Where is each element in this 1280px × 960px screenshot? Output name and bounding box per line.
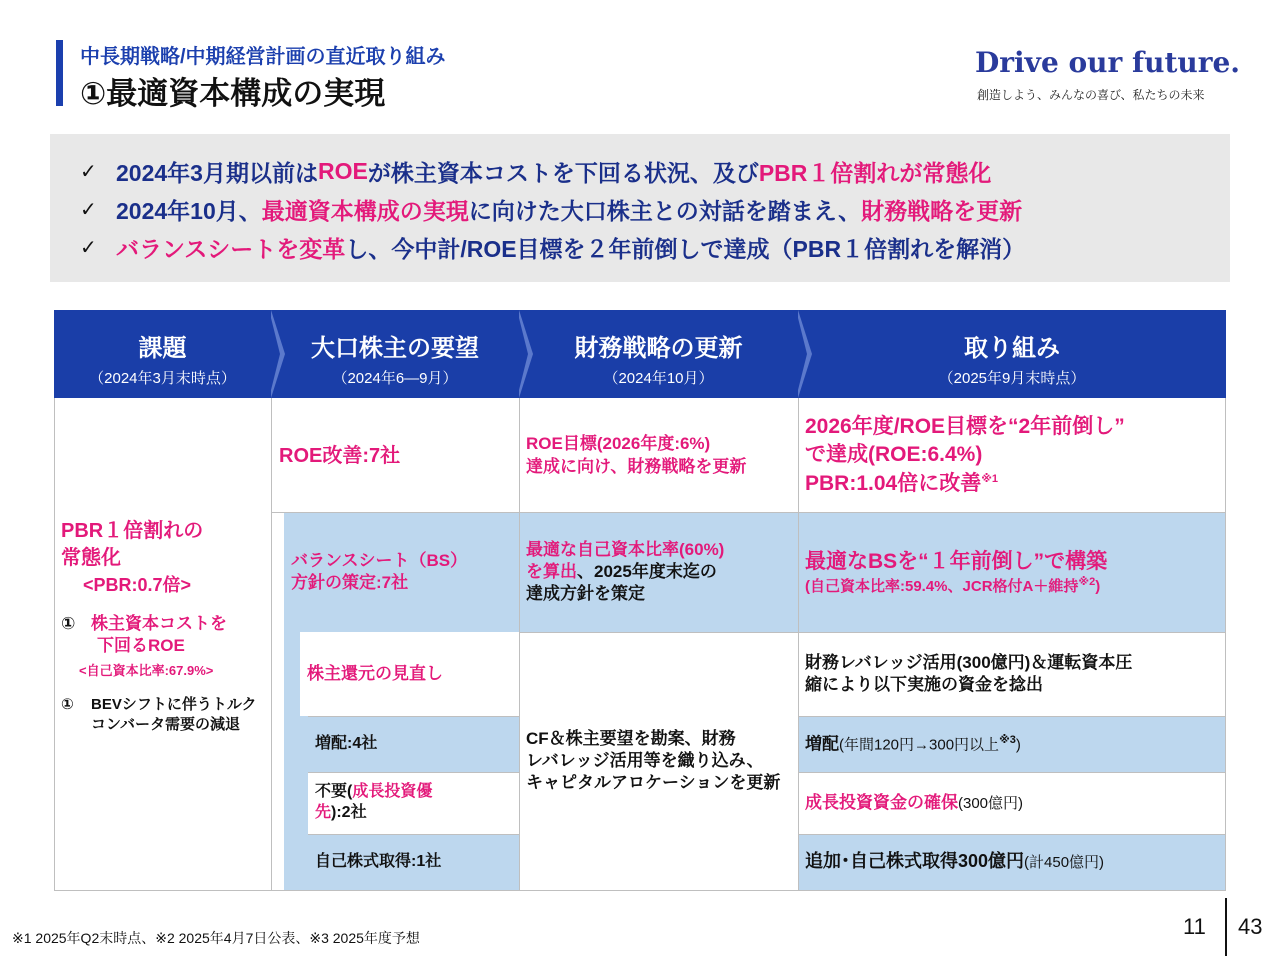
brand-logo: Drive our future.	[975, 46, 1241, 79]
column-header-demands: 大口株主の要望 （2024年6—9月）	[271, 310, 519, 398]
page-number-total: 43	[1238, 914, 1263, 939]
check-icon: ✓	[80, 198, 97, 221]
page-title: ①最適資本構成の実現	[80, 76, 386, 111]
strategy-bs: 最適な自己資本比率(60%) を算出、2025年度末迄の 達成方針を策定	[519, 512, 798, 632]
action-buyback: 追加･自己株式取得300億円(計450億円)	[798, 834, 1225, 890]
strategy-cf: CF＆株主要望を勘案、財務 レバレッジ活用等を織り込み、 キャピタルアロケーションを更新	[519, 632, 798, 890]
footnote: ※1 2025年Q2末時点、※2 2025年4月7日公表、※3 2025年度予想	[12, 930, 420, 946]
demand-buyback: 自己株式取得:1社	[308, 834, 519, 890]
column-header-issue: 課題 （2024年3月末時点）	[54, 310, 271, 398]
brand-tagline: 創造しよう、みんなの喜び、私たちの未来	[977, 88, 1205, 102]
demand-bs: バランスシート（BS） 方針の策定:7社	[284, 512, 519, 632]
summary-box	[50, 134, 1230, 282]
strategy-table	[54, 310, 1226, 891]
demand-roe: ROE改善:7社	[272, 399, 518, 512]
strategy-roe: ROE目標(2026年度:6%) 達成に向け、財務戦略を更新	[519, 399, 798, 512]
check-icon: ✓	[80, 236, 97, 259]
summary-line-2: ✓ 2024年10月、 最適資本構成の実現 に向けた大口株主との対話を踏まえ、 財務戦略を更新	[80, 197, 1023, 224]
issue-cell: PBR１倍割れの 常態化 <PBR:0.7倍> ① 株主資本コストを 下回るROE <自己資本比率:67.9%> ① BEVシフトに伴うトルク コンバータ需要の減退	[61, 520, 257, 733]
demand-unnecessary: 不要(成長投資優 先):2社	[308, 772, 519, 834]
action-bs: 最適なBSを“１年前倒し”で構築 (自己資本比率:59.4%、JCR格付A＋維持$^{※2}$)	[798, 512, 1225, 632]
column-header-strategy: 財務戦略の更新 （2024年10月）	[519, 310, 798, 398]
action-roe: 2026年度/ROE目標を“2年前倒し” で達成(ROE:6.4%) PBR:1.04倍に改善$^{※1}$	[798, 399, 1225, 512]
summary-line-3: ✓ バランスシートを変革 し、今中計/ROE目標を２年前倒しで達成 （PBR１倍割れを解消）	[80, 235, 1026, 262]
page-subtitle: 中長期戦略/中期経営計画の直近取り組み	[80, 46, 446, 68]
action-dividend: 増配(年間120円→300円以上$^{※3}$)	[798, 716, 1225, 772]
demand-return: 株主還元の見直し	[300, 632, 519, 716]
column-header-actions: 取り組み （2025年9月末時点）	[798, 310, 1226, 398]
page-number-current: 11	[1183, 914, 1206, 939]
demand-dividend: 増配:4社	[308, 716, 519, 772]
summary-line-1: ✓ 2024年3月期以前は ROE が株主資本コストを下回る状況、及び PBR１倍割れが常態化	[80, 157, 992, 186]
action-growth: 成長投資資金の確保(300億円)	[798, 772, 1225, 834]
action-leverage: 財務レバレッジ活用(300億円)＆運転資本圧 縮により以下実施の資金を捻出	[798, 632, 1225, 716]
check-icon: ✓	[80, 160, 97, 183]
page-divider	[1225, 898, 1227, 956]
title-accent-bar	[56, 40, 63, 106]
